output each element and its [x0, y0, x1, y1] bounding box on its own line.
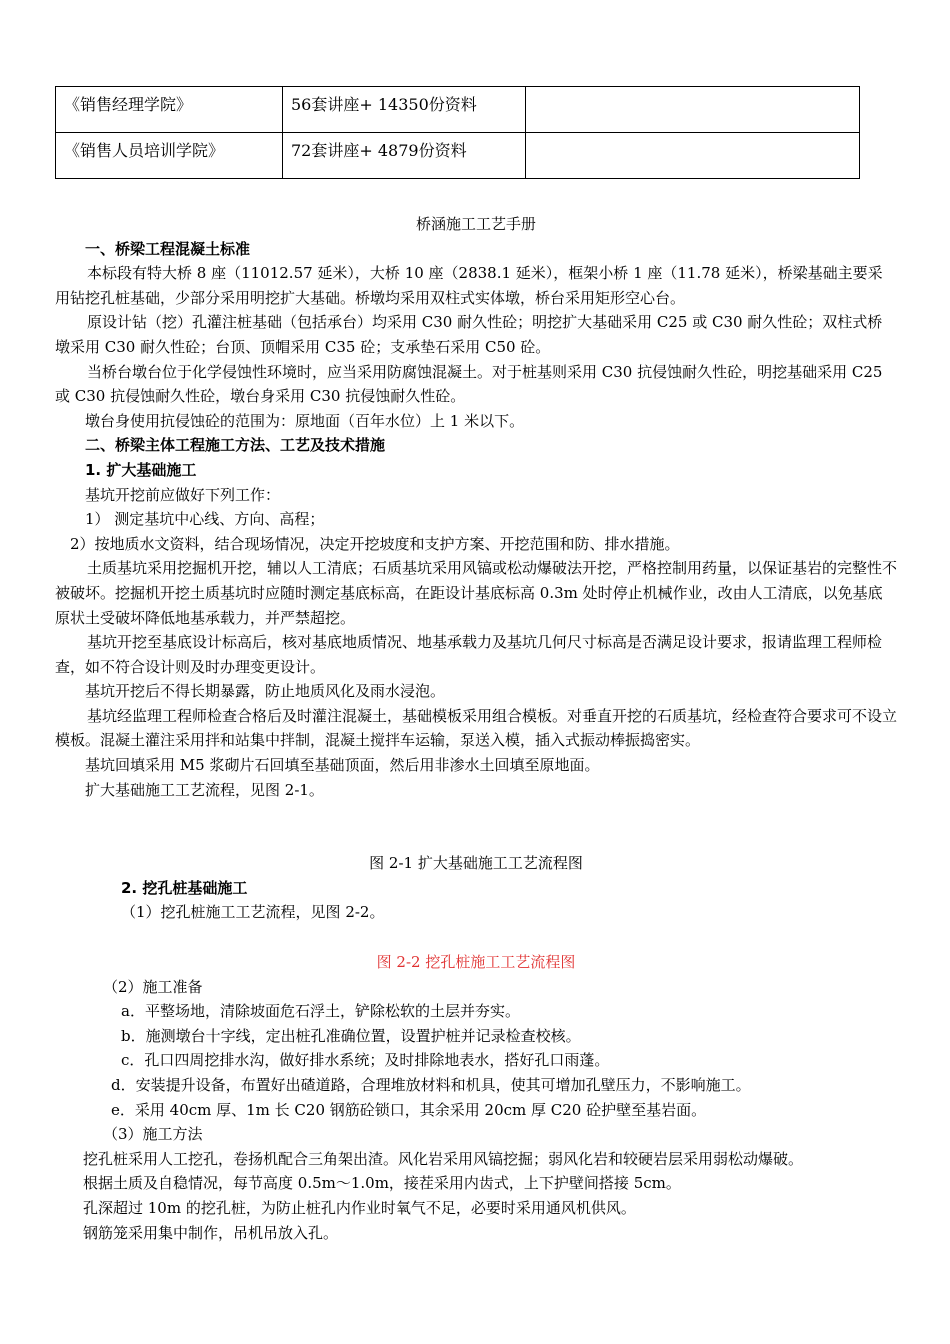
list-item: e．采用 40cm 厚、1m 长 C20 钢筋砼锁口，其余采用 20cm 厚 C20 砼护壁至基岩面。: [111, 1100, 707, 1119]
list-item: d．安装提升设备，布置好出碴道路，合理堆放材料和机具，使其可增加孔壁压力，不影响施工。: [111, 1076, 751, 1094]
table-cell: 72套讲座+ 4879份资料: [283, 133, 526, 179]
figure-caption: 图 2-2 挖孔桩施工工艺流程图: [376, 953, 576, 972]
paragraph: （3）施工方法: [103, 1125, 203, 1144]
paragraph: 基坑开挖前应做好下列工作：: [85, 485, 281, 504]
document-body: [55, 212, 898, 1245]
paragraph: 孔深超过 10m 的挖孔桩，为防止桩孔内作业时氧气不足，必要时采用通风机供风。: [83, 1198, 636, 1217]
section-heading: 一、桥梁工程混凝土标准: [85, 239, 251, 258]
table-cell: [526, 133, 860, 179]
paragraph: 基坑经监理工程师检查合格后及时灌注混凝土，基础模板采用组合模板。对垂直开挖的石质基坑，经检查符合要求可不设立模板。混凝土灌注采用拌和站集中拌制，混凝土搅拌车运输，泵送入模，插入式振动棒振捣密实。: [55, 706, 898, 750]
table-row: [56, 133, 860, 179]
table-cell: 《销售经理学院》: [56, 87, 283, 133]
paragraph: 钢筋笼采用集中制作，吊机吊放入孔。: [83, 1223, 339, 1242]
paragraph: 基坑开挖后不得长期暴露，防止地质风化及雨水浸泡。: [85, 682, 446, 701]
subsection-heading: 1. 扩大基础施工: [85, 460, 197, 479]
paragraph: （1）挖孔桩施工工艺流程，见图 2-2。: [121, 903, 385, 922]
list-item: 1） 测定基坑中心线、方向、高程；: [85, 510, 325, 529]
figure-caption: 图 2-1 扩大基础施工工艺流程图: [369, 854, 583, 873]
paragraph: 墩台身使用抗侵蚀砼的范围为：原地面（百年水位）上 1 米以下。: [85, 411, 525, 430]
resource-table: [55, 86, 860, 179]
list-item: c．孔口四周挖排水沟，做好排水系统；及时排除地表水，搭好孔口雨蓬。: [121, 1051, 610, 1070]
table-cell: [526, 87, 860, 133]
paragraph: 本标段有特大桥 8 座（11012.57 延米），大桥 10 座（2838.1 延米），框架小桥 1 座（11.78 延米），桥梁基础主要采用钻挖孔桩基础，少部分采用明挖扩大基础。桥墩均采用双柱式实体墩，桥台采用矩形空心台。: [55, 264, 883, 307]
list-item: b．施测墩台十字线，定出桩孔准确位置，设置护桩并记录检查校核。: [121, 1026, 581, 1045]
paragraph: 原设计钻（挖）孔灌注桩基础（包括承台）均采用 C30 耐久性砼；明挖扩大基础采用 C25 或 C30 耐久性砼；双柱式桥墩采用 C30 耐久性砼；台顶、顶帽采用 C35 砼；支承垫石采用 C50 砼。: [55, 313, 883, 356]
paragraph: 挖孔桩采用人工挖孔，卷扬机配合三角架出渣。风化岩采用风镐挖掘；弱风化岩和较硬岩层采用弱松动爆破。: [83, 1149, 804, 1168]
paragraph: （2）施工准备: [103, 977, 203, 996]
paragraph: 基坑开挖至基底设计标高后，核对基底地质情况、地基承载力及基坑几何尺寸标高是否满足设计要求，报请监理工程师检查，如不符合设计则及时办理变更设计。: [55, 633, 883, 676]
list-item: a．平整场地，清除坡面危石浮土，铲除松软的土层并夯实。: [121, 1002, 520, 1021]
table-cell: 《销售人员培训学院》: [56, 133, 283, 179]
paragraph: 当桥台墩台位于化学侵蚀性环境时，应当采用防腐蚀混凝土。对于桩基则采用 C30 抗侵蚀耐久性砼，明挖基础采用 C25 或 C30 抗侵蚀耐久性砼，墩台身采用 C30 抗侵蚀耐久性砼。: [55, 362, 883, 406]
section-heading: 二、桥梁主体工程施工方法、工艺及技术措施: [85, 436, 386, 455]
list-item: 2）按地质水文资料，结合现场情况，决定开挖坡度和支护方案、开挖范围和防、排水措施。: [70, 534, 680, 553]
paragraph: 根据土质及自稳情况，每节高度 0.5m～1.0m，接茬采用内齿式，上下护壁间搭接 5cm。: [83, 1174, 681, 1193]
subsection-heading: 2. 挖孔桩基础施工: [121, 878, 248, 897]
paragraph: 土质基坑采用挖掘机开挖，辅以人工清底；石质基坑采用风镐或松动爆破法开挖，严格控制用药量，以保证基岩的完整性不被破坏。挖掘机开挖土质基坑时应随时测定基底标高，在距设计基底标高 0.3m 处时停止机械作业，改由人工清底，以免基底原状土受破坏降低地基承载力，并严禁超挖。: [55, 559, 898, 627]
document-title: 桥涵施工工艺手册: [415, 215, 536, 233]
paragraph: 基坑回填采用 M5 浆砌片石回填至基础顶面，然后用非渗水土回填至原地面。: [85, 756, 600, 775]
table-row: [56, 87, 860, 133]
table-cell: 56套讲座+ 14350份资料: [283, 87, 526, 133]
paragraph: 扩大基础施工工艺流程，见图 2-1。: [85, 780, 324, 799]
